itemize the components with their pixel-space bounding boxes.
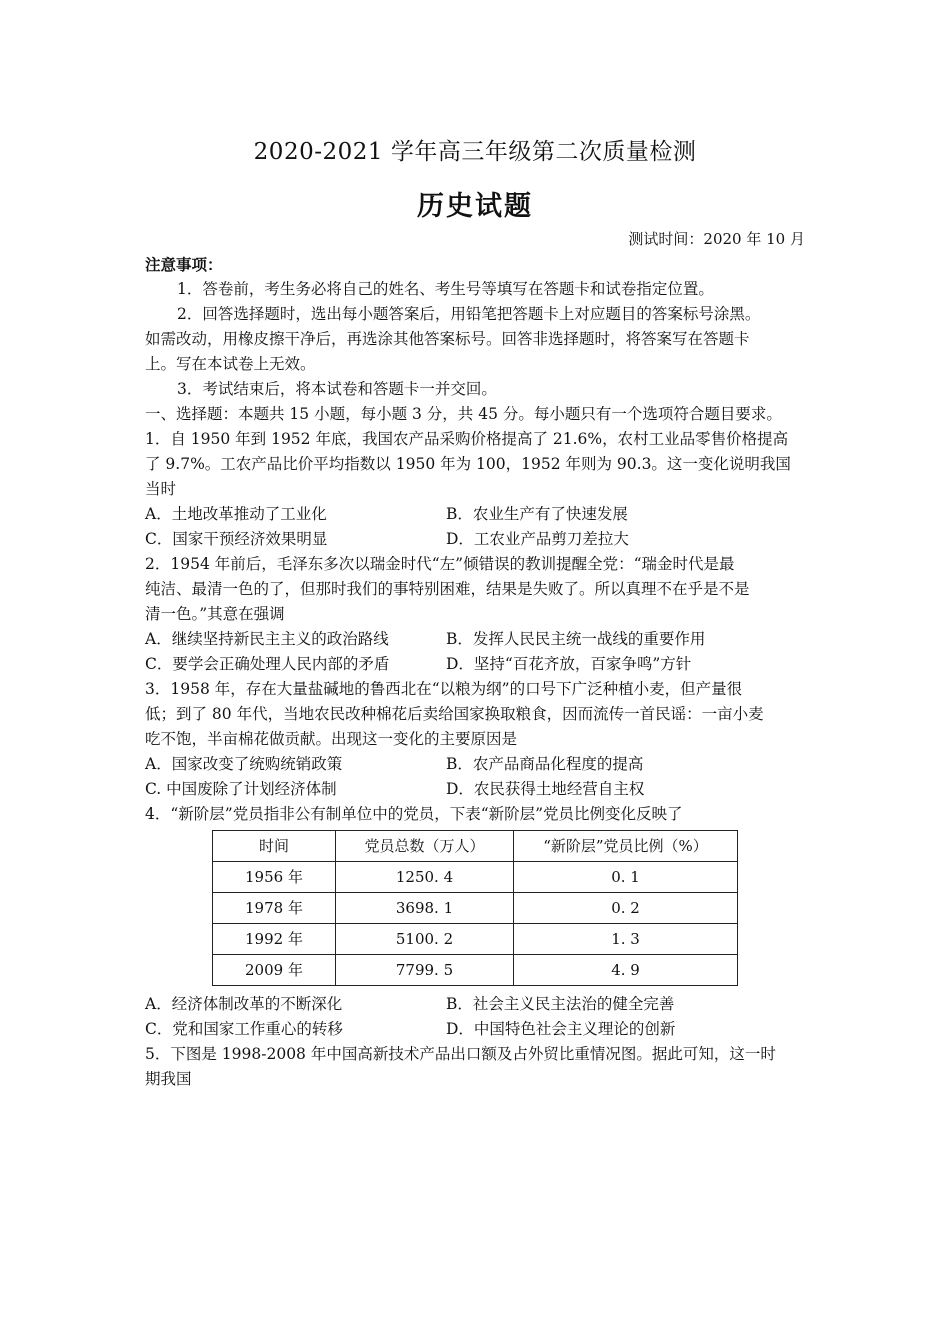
table-cell: 2009 年 xyxy=(213,955,336,986)
table-header: 时间 xyxy=(213,831,336,862)
option-c: C．党和国家工作重心的转移 xyxy=(145,1020,343,1038)
table-cell: 0. 2 xyxy=(514,893,738,924)
option-a: A．继续坚持新民主主义的政治路线 xyxy=(145,630,389,648)
option-b: B．农业生产有了快速发展 xyxy=(446,505,628,523)
question-3 xyxy=(145,677,807,802)
question-5 xyxy=(145,1042,807,1092)
table-row xyxy=(213,893,738,924)
table-cell: 4. 9 xyxy=(514,955,738,986)
party-member-table xyxy=(212,830,738,986)
option-d: D．坚持“百花齐放，百家争鸣”方针 xyxy=(446,655,692,673)
table-row xyxy=(213,862,738,893)
table-header: 党员总数（万人） xyxy=(336,831,514,862)
option-a: A．经济体制改革的不断深化 xyxy=(145,995,343,1013)
table-header-row xyxy=(213,831,738,862)
table-cell: 1956 年 xyxy=(213,862,336,893)
option-c: C．国家干预经济效果明显 xyxy=(145,530,328,548)
table-cell: 5100. 2 xyxy=(336,924,514,955)
table-cell: 7799. 5 xyxy=(336,955,514,986)
question-2 xyxy=(145,552,807,677)
table-row xyxy=(213,924,738,955)
table-row xyxy=(213,955,738,986)
notice-heading: 注意事项： xyxy=(145,255,223,274)
option-d: D．农民获得土地经营自主权 xyxy=(446,780,645,798)
option-b: B．农产品商品化程度的提高 xyxy=(446,755,644,773)
table-header: “新阶层”党员比例（%） xyxy=(514,831,738,862)
question-text-line: 4．“新阶层”党员指非公有制单位中的党员，下表“新阶层”党员比例变化反映了 xyxy=(145,805,683,823)
question-text-line: 1．自 1950 年到 1952 年底，我国农产品采购价格提高了 21.6%，农村工业品零售价格提高 xyxy=(145,430,789,448)
notice-item-2-end: 上。写在本试卷上无效。 xyxy=(145,355,316,373)
option-a: A．土地改革推动了工业化 xyxy=(145,505,327,523)
notice-item-1: 1．答卷前，考生务必将自己的姓名、考生号等填写在答题卡和试卷指定位置。 xyxy=(177,280,714,298)
question-text-line: 期我国 xyxy=(145,1070,192,1088)
question-text-line: 2．1954 年前后，毛泽东多次以瑞金时代“左”倾错误的教训提醒全党：“瑞金时代是最 xyxy=(145,555,735,573)
question-text-line: 当时 xyxy=(145,480,177,498)
table-cell: 1250. 4 xyxy=(336,862,514,893)
table-cell: 1978 年 xyxy=(213,893,336,924)
notice-item-3: 3．考试结束后，将本试卷和答题卡一并交回。 xyxy=(177,380,497,398)
exam-title: 2020-2021 学年高三年级第二次质量检测 xyxy=(253,139,697,165)
question-1 xyxy=(145,427,807,552)
option-b: B．发挥人民民主统一战线的重要作用 xyxy=(446,630,706,648)
table-cell: 1992 年 xyxy=(213,924,336,955)
question-text-line: 了 9.7%。工农产品比价平均指数以 1950 年为 100，1952 年则为 90.3。这一变化说明我国 xyxy=(145,455,791,473)
table-cell: 3698. 1 xyxy=(336,893,514,924)
notice-item-2-cont: 如需改动，用橡皮擦干净后，再选涂其他答案标号。回答非选择题时，将答案写在答题卡 xyxy=(145,330,750,348)
exam-content xyxy=(145,252,807,1092)
test-time: 测试时间：2020 年 10 月 xyxy=(628,230,805,248)
question-text-line: 3．1958 年，存在大量盐碱地的鲁西北在“以粮为纲”的口号下广泛种植小麦，但产量很 xyxy=(145,680,743,698)
option-b: B．社会主义民主法治的健全完善 xyxy=(446,995,675,1013)
notice-item-2: 2．回答选择题时，选出每小题答案后，用铅笔把答题卡上对应题目的答案标号涂黑。 xyxy=(177,305,761,323)
question-text-line: 纯洁、最清一色的了，但那时我们的事特别困难，结果是失败了。所以真理不在乎是不是 xyxy=(145,580,750,598)
question-text-line: 低；到了 80 年代，当地农民改种棉花后卖给国家换取粮食，因而流传一首民谣：一亩小麦 xyxy=(145,705,764,723)
option-a: A．国家改变了统购统销政策 xyxy=(145,755,343,773)
option-c: C．要学会正确处理人民内部的矛盾 xyxy=(145,655,390,673)
table-cell: 1. 3 xyxy=(514,924,738,955)
question-text-line: 5．下图是 1998-2008 年中国高新技术产品出口额及占外贸比重情况图。据此可知，这一时 xyxy=(145,1045,776,1063)
option-d: D．中国特色社会主义理论的创新 xyxy=(446,1020,676,1038)
option-c: C. 中国废除了计划经济体制 xyxy=(145,780,337,798)
option-d: D．工农业产品剪刀差拉大 xyxy=(446,530,629,548)
question-text-line: 清一色。”其意在强调 xyxy=(145,605,285,623)
question-text-line: 吃不饱，半亩棉花做贡献。出现这一变化的主要原因是 xyxy=(145,730,518,748)
exam-subtitle: 历史试题 xyxy=(417,191,533,222)
table-cell: 0. 1 xyxy=(514,862,738,893)
section-heading: 一、选择题：本题共 15 小题，每小题 3 分，共 45 分。每小题只有一个选项符合题目要求。 xyxy=(145,405,782,423)
question-4 xyxy=(145,802,807,1042)
